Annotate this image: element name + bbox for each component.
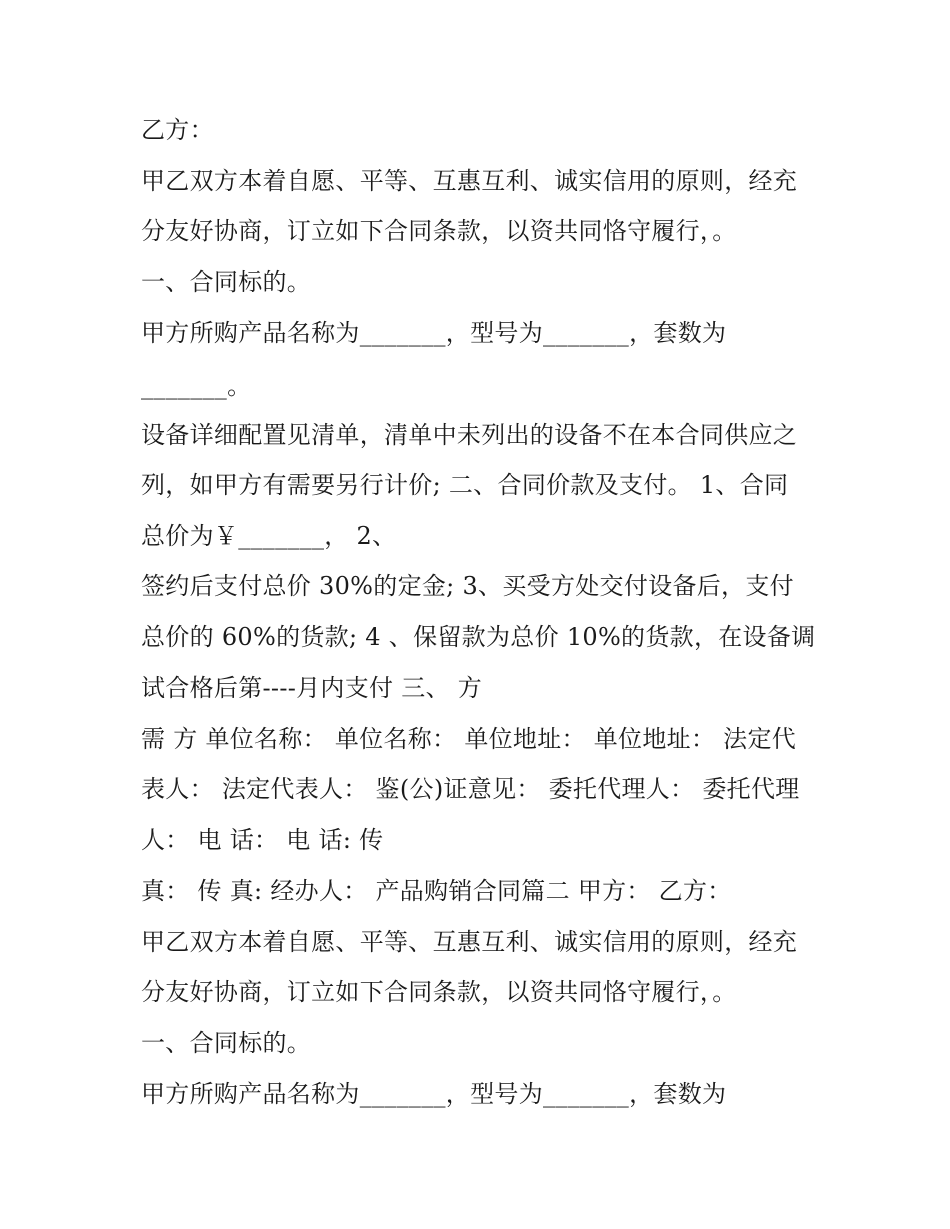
text-line: 签约后支付总价 30%的定金; 3、买受方处交付设备后，支付	[141, 572, 794, 600]
text-line: 一、合同标的。	[141, 268, 312, 296]
text-line: 需 方 单位名称： 单位名称： 单位地址： 单位地址： 法定代	[141, 725, 797, 753]
text-line: 分友好协商，订立如下合同条款，以资共同恪守履行，。	[141, 978, 737, 1006]
text-line: 乙方：	[141, 116, 214, 144]
text-line: 总价的 60%的货款; 4 、保留款为总价 10%的货款，在设备调	[141, 623, 816, 651]
text-line: 总价为￥_______， 2、	[141, 522, 397, 550]
text-line: 一、合同标的。	[141, 1029, 312, 1057]
text-line: 表人： 法定代表人： 鉴(公)证意见： 委托代理人： 委托代理	[141, 775, 800, 803]
text-line: 人： 电 话： 电 话: 传	[141, 826, 384, 854]
text-line: 设备详细配置见清单，清单中未列出的设备不在本合同供应之	[141, 421, 798, 449]
text-line: 真： 传 真: 经办人： 产品购销合同篇二 甲方： 乙方：	[141, 877, 732, 905]
text-line: 甲乙双方本着自愿、平等、互惠互利、诚实信用的原则，经充	[141, 928, 798, 956]
text-line: 甲方所购产品名称为_______，型号为_______，套数为	[141, 319, 727, 347]
text-line: 试合格后第----月内支付 三、 方	[141, 674, 483, 702]
text-line: 分友好协商，订立如下合同条款，以资共同恪守履行，。	[141, 217, 737, 245]
text-line: _______。	[141, 372, 252, 400]
text-line: 列，如甲方有需要另行计价; 二、合同价款及支付。 1、合同	[141, 471, 789, 499]
text-line: 甲方所购产品名称为_______，型号为_______，套数为	[141, 1080, 727, 1108]
text-line: 甲乙双方本着自愿、平等、互惠互利、诚实信用的原则，经充	[141, 167, 798, 195]
